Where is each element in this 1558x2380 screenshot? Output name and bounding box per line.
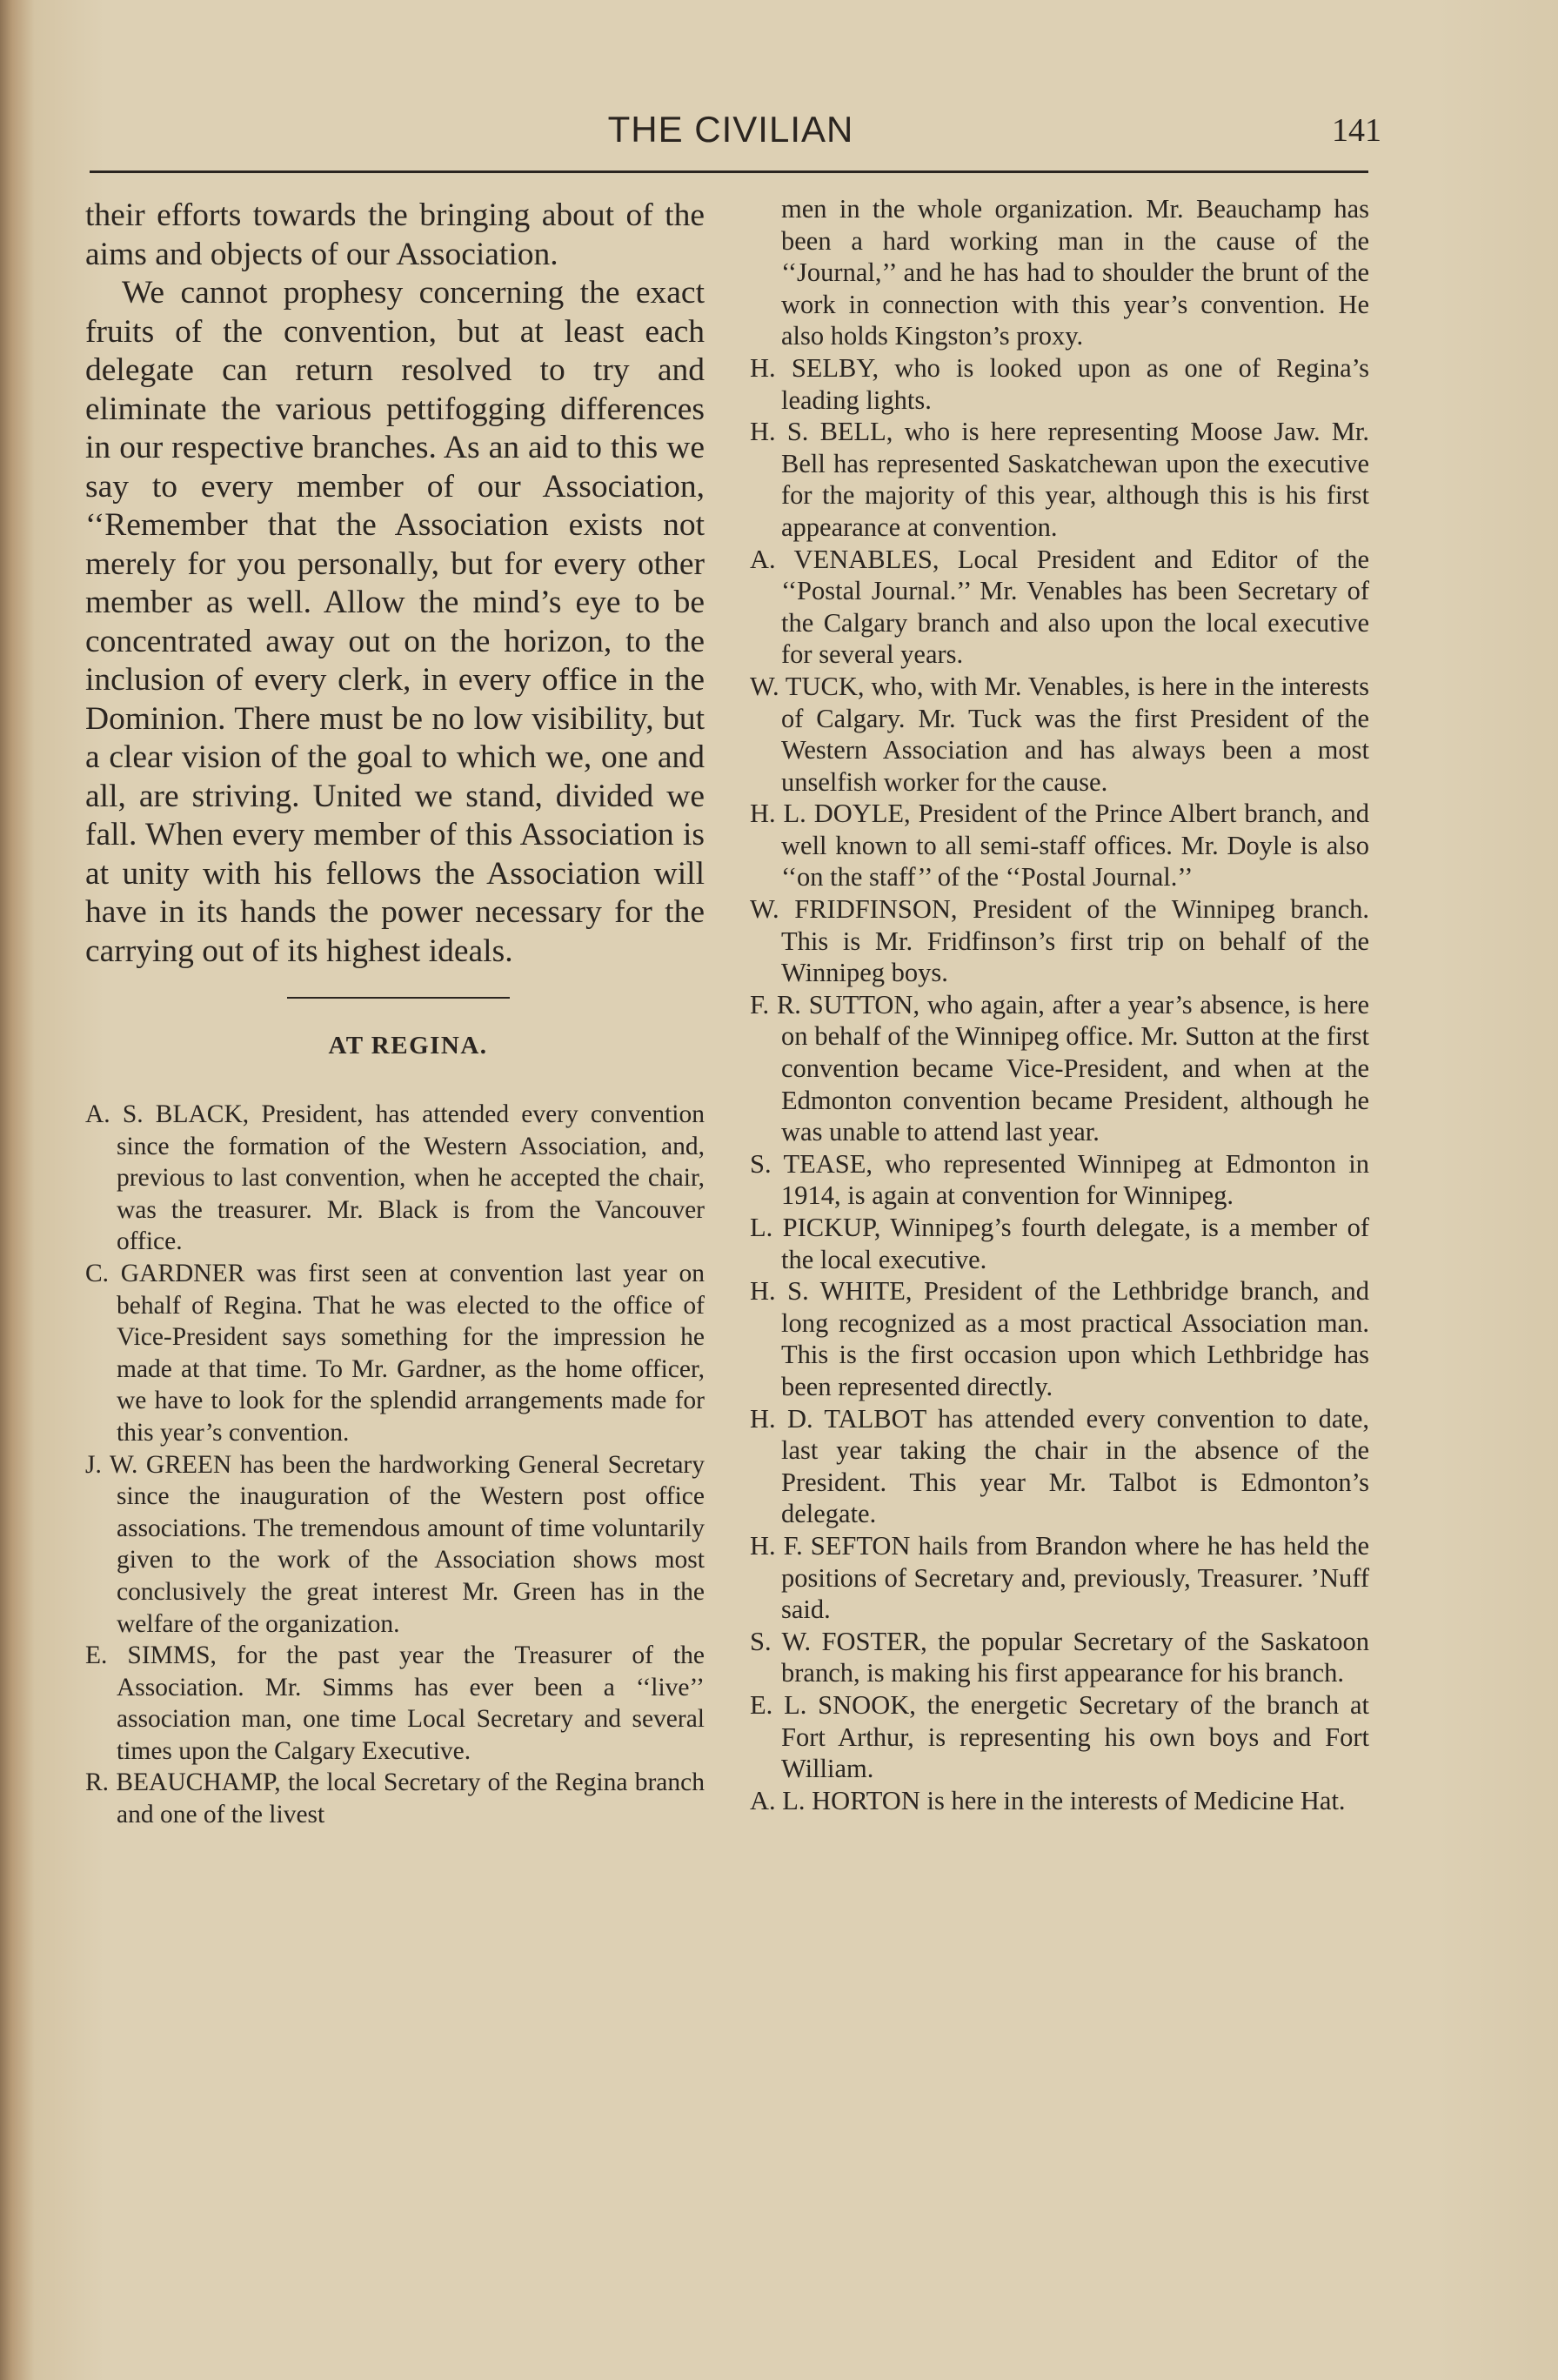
delegate-entry: W. TUCK, who, with Mr. Venables, is here in the interests of Calgary. Mr. Tuck was the first President of the Western Association and has always been a most unselfish worker for the cause.: [750, 671, 1369, 797]
entry-continuation: men in the whole organization. Mr. Beauchamp has been a hard working man in the cause of the ‘‘Journal,’’ and he has had to shoulder the brunt of the work in connection with this year’s convention. He also holds Kingston’s proxy.: [781, 194, 1369, 351]
delegate-entry: F. R. SUTTON, who again, after a year’s absence, is here on behalf of the Winnipeg office. Mr. Sutton at the first convention became Vice-President, and when at the Edmonton convention became President, although he was unable to attend last year.: [750, 989, 1369, 1147]
delegate-entry: H. SELBY, who is looked upon as one of Regina’s leading lights.: [750, 352, 1369, 415]
delegate-entry: A. S. BLACK, President, has attended every convention since the formation of the Western Association, and, previous to last convention, when he accepted the chair, was the treasurer. Mr. Black is from the Vancouver office.: [85, 1100, 705, 1256]
delegate-entry: L. PICKUP, Winnipeg’s fourth delegate, is a member of the local executive.: [750, 1213, 1369, 1274]
page-number: 141: [1332, 112, 1381, 149]
delegate-entry: H. F. SEFTON hails from Brandon where he has held the positions of Secretary and, previously, Treasurer. ’Nuff said.: [750, 1530, 1369, 1625]
right-column: [750, 193, 1369, 1816]
left-column: [85, 197, 705, 1831]
delegate-entry: H. L. DOYLE, President of the Prince Albert branch, and well known to all semi-staff offices. Mr. Doyle is also ‘‘on the staff’’ of the ‘‘Postal Journal.’’: [750, 799, 1369, 892]
delegate-entry: R. BEAUCHAMP, the local Secretary of the Regina branch and one of the livest: [85, 1768, 705, 1829]
delegate-entry: W. FRIDFINSON, President of the Winnipeg branch. This is Mr. Fridfinson’s first trip on behalf of the Winnipeg boys.: [750, 894, 1369, 988]
paragraph-continuation: their efforts towards the bringing about of the aims and objects of our Association.: [85, 197, 705, 272]
section-heading: AT REGINA.: [328, 1032, 488, 1060]
delegate-entry: H. D. TALBOT has attended every convention to date, last year taking the chair in the absence of the President. This year Mr. Talbot is Edmonton’s delegate.: [750, 1403, 1369, 1529]
section-divider: [287, 997, 510, 999]
delegate-entry: E. L. SNOOK, the energetic Secretary of the branch at Fort Arthur, is representing his own boys and Fort William.: [750, 1689, 1369, 1784]
delegate-entry: A. L. HORTON is here in the interests of Medicine Hat.: [750, 1785, 1346, 1815]
publication-title: THE CIVILIAN: [607, 109, 854, 150]
delegate-entry: J. W. GREEN has been the hardworking General Secretary since the inauguration of the Western post office associations. The tremendous amount of time voluntarily given to the work of the Association shows most conclusively the great interest Mr. Green has in the welfare of the organization.: [85, 1450, 705, 1638]
delegate-entry: A. VENABLES, Local President and Editor of the ‘‘Postal Journal.’’ Mr. Venables has been Secretary of the Calgary branch and also upon the local executive for several years.: [750, 544, 1369, 670]
paragraph-convention: We cannot prophesy concerning the exact fruits of the convention, but at least each delegate can return resolved to try and eliminate the various pettifogging differences in our respective branches. As an aid to this we say to every member of our Association, ‘‘Remember that the Association exists not merely for you personally, but for every other member as well. Allow the mind’s eye to be concentrated away out on the horizon, to the inclusion of every clerk, in every office in the Dominion. There must be no low visibility, but a clear vision of the goal to which we, one and all, are striving. United we stand, divided we fall. When every member of this Association is at unity with his fellows the Association will have in its hands the power necessary for the carrying out of its highest ideals.: [85, 275, 705, 969]
delegate-entry: C. GARDNER was first seen at convention last year on behalf of Regina. That he was elected to the office of Vice-President says something for the impression he made at that time. To Mr. Gardner, as the home officer, we have to look for the splendid arrangements made for this year’s convention.: [85, 1259, 705, 1447]
delegate-entry: S. W. FOSTER, the popular Secretary of the Saskatoon branch, is making his first appearance for his branch.: [750, 1626, 1369, 1688]
delegate-entry: H. S. WHITE, President of the Lethbridge branch, and long recognized as a most practical Association man. This is the first occasion upon which Lethbridge has been represented directly.: [750, 1276, 1369, 1401]
header-rule: [90, 170, 1368, 173]
delegate-entry: S. TEASE, who represented Winnipeg at Edmonton in 1914, is again at convention for Winnipeg.: [750, 1148, 1369, 1211]
delegate-entry: E. SIMMS, for the past year the Treasurer of the Association. Mr. Simms has ever been a ‘‘live’’ association man, one time Local Secretary and several times upon the Calgary Executive.: [85, 1641, 705, 1765]
delegate-entry: H. S. BELL, who is here representing Moose Jaw. Mr. Bell has represented Saskatchewan upon the executive for the majority of this year, although this is his first appearance at convention.: [750, 417, 1369, 542]
